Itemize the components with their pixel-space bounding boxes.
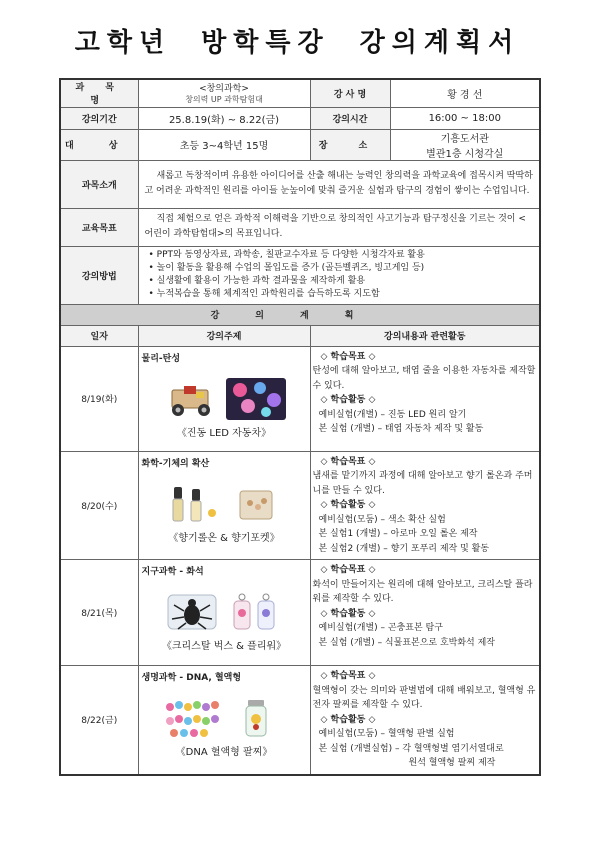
time-value: 16:00 ~ 18:00 [390, 107, 540, 129]
intro-label: 과목소개 [60, 160, 138, 208]
place-line-2: 별관1층 시청각실 [426, 148, 504, 160]
plan-section-header: 강의계획 [60, 304, 540, 325]
col-topic-header: 강의주제 [138, 325, 310, 346]
plan-row [60, 451, 540, 560]
course-name: <창의과학> [199, 84, 249, 95]
lecture-plan-table [59, 78, 541, 776]
plan-date: 8/19(화) [60, 346, 138, 451]
learning-activity-heading: ◇ 학습활동 ◇ [320, 395, 376, 405]
course-name-cell [138, 79, 310, 107]
led-lights-photo [226, 378, 286, 420]
learning-activity-heading: ◇ 학습활동 ◇ [320, 714, 376, 725]
plan-row [60, 666, 540, 775]
time-label: 강의시간 [310, 107, 390, 129]
learning-goal-heading: ◇ 학습목표 ◇ [320, 456, 376, 467]
plan-content [310, 666, 540, 775]
crystal-bug-photo [162, 591, 222, 633]
plan-date: 8/20(수) [60, 451, 138, 560]
bead-bracelet-photo [162, 697, 222, 739]
plan-content [310, 346, 540, 451]
col-date-header: 일자 [60, 325, 138, 346]
activity-line: 본 실험1 (개별) – 아로마 오일 롤온 제작 [318, 529, 478, 539]
plan-topic-cell [138, 451, 310, 560]
place-cell [390, 129, 540, 160]
place-line-1: 기흥도서관 [440, 133, 489, 145]
learning-goal-heading: ◇ 학습목표 ◇ [320, 671, 376, 681]
activity-line: 본 실험2 (개별) – 향기 포푸리 제작 및 활동 [318, 543, 490, 554]
method-item: • PPT와 동영상자료, 과학송, 칠판교수자료 등 다양한 시청각자료 활용 [149, 249, 534, 262]
plan-topic-cell [138, 346, 310, 451]
photo-caption: 《크리스탈 벅스 & 플리워》 [161, 641, 287, 652]
col-content-header: 강의내용과 관련활동 [310, 325, 540, 346]
plan-date: 8/22(금) [60, 666, 138, 775]
plan-topic-cell [138, 666, 310, 775]
activity-photos [142, 378, 307, 420]
activity-line: 원석 혈액형 팔찌 제작 [408, 758, 496, 768]
goal-text: 직접 체험으로 얻은 과학적 이해력을 기반으로 창의적인 사고기능과 탐구정신을 기르는 것이 <어린이 과학탐험대>의 목표입니다. [138, 208, 540, 246]
activity-photos [142, 483, 307, 525]
learning-activity-heading: ◇ 학습활동 ◇ [320, 608, 376, 619]
crystal-flower-photo [226, 591, 286, 633]
learning-goal-text: 탄성에 대해 알아보고, 태엽 줄을 이용한 자동차를 제작할 수 있다. [312, 366, 536, 391]
activity-line: 본 실험 (개별실험) – 각 혈액형별 염기서열대로 [318, 743, 504, 754]
led-car-photo [162, 378, 222, 420]
activity-line: 예비실험(모둠) – 혈액형 판별 실험 [318, 729, 455, 739]
dna-vial-photo [226, 697, 286, 739]
intro-text: 새롭고 독창적이며 유용한 아이디어를 산출 해내는 능력인 창의력을 과학교육에 접목시켜 딱딱하고 어려운 과학적인 원리를 아이들 눈높이에 맞춰 즐거운 실험과 탐구의 경험이 쌓이는 수업입니다. [138, 160, 540, 208]
activity-line: 본 실험 (개별) – 태엽 자동차 제작 및 활동 [318, 424, 484, 434]
plan-row [60, 560, 540, 666]
period-value: 25.8.19(화) ~ 8.22(금) [138, 107, 310, 129]
plan-date: 8/21(목) [60, 560, 138, 666]
learning-goal-text: 화석이 만들어지는 원리에 대해 알아보고, 크리스탈 플라워를 제작할 수 있다. [312, 579, 533, 604]
plan-topic: 생명과학 - DNA, 혈액형 [141, 673, 242, 683]
plan-topic-cell [138, 560, 310, 666]
learning-goal-text: 혈액형이 갖는 의미와 판별법에 대해 배워보고, 혈액형 유전자 팔찌를 제작할 수 있다. [312, 685, 536, 710]
learning-goal-heading: ◇ 학습목표 ◇ [320, 351, 376, 362]
scent-pocket-photo [226, 483, 286, 525]
activity-line: 예비실험(개별) – 곤충표본 탐구 [318, 623, 443, 633]
activity-line: 예비실험(개별) – 진동 LED 원리 알기 [318, 409, 467, 420]
goal-label: 교육목표 [60, 208, 138, 246]
method-list [139, 247, 540, 303]
learning-goal-heading: ◇ 학습목표 ◇ [320, 565, 376, 575]
activity-photos [142, 591, 307, 633]
method-item: • 놀이 활동을 활용해 수업의 몰입도를 증가 (골든벨퀴즈, 빙고게임 등) [149, 262, 534, 275]
course-name-label: 과 목 명 [60, 79, 138, 107]
place-label: 장 소 [310, 129, 390, 160]
instructor-name: 황 경 선 [390, 79, 540, 107]
plan-topic: 물리-탄성 [141, 353, 181, 364]
learning-goal-text: 냄새를 맡기까지 과정에 대해 알아보고 향기 롤온과 주머니를 만들 수 있다. [312, 471, 533, 496]
activity-photos [142, 697, 307, 739]
plan-topic: 화학-기체의 확산 [141, 458, 210, 469]
method-cell [138, 246, 540, 304]
method-item: • 실생활에 활용이 가능한 과학 결과물을 제작하게 활용 [149, 275, 534, 288]
method-label: 강의방법 [60, 246, 138, 304]
target-value: 초등 3~4학년 15명 [138, 129, 310, 160]
activity-line: 예비실험(모둠) – 색소 확산 실험 [318, 514, 446, 525]
plan-content [310, 560, 540, 666]
period-label: 강의기간 [60, 107, 138, 129]
rollon-photo [162, 483, 222, 525]
target-label: 대 상 [60, 129, 138, 160]
activity-line: 본 실험 (개별) – 식물표본으로 호박화석 제작 [318, 637, 495, 648]
course-subtitle: 창의력 UP 과학탐험대 [185, 95, 263, 105]
photo-caption: 《향기롤온 & 향기포켓》 [168, 532, 280, 544]
photo-caption: 《진동 LED 자동차》 [176, 427, 272, 439]
method-item: • 누적복습을 통해 체계적인 과학원리를 습득하도록 지도함 [149, 288, 534, 301]
document-title: 고학년 방학특강 강의계획서 [74, 28, 521, 58]
plan-row [60, 346, 540, 451]
plan-topic: 지구과학 - 화석 [141, 567, 204, 577]
instructor-label: 강 사 명 [310, 79, 390, 107]
photo-caption: 《DNA 혈액형 팔찌》 [175, 747, 273, 758]
plan-content [310, 451, 540, 560]
learning-activity-heading: ◇ 학습활동 ◇ [320, 500, 376, 510]
